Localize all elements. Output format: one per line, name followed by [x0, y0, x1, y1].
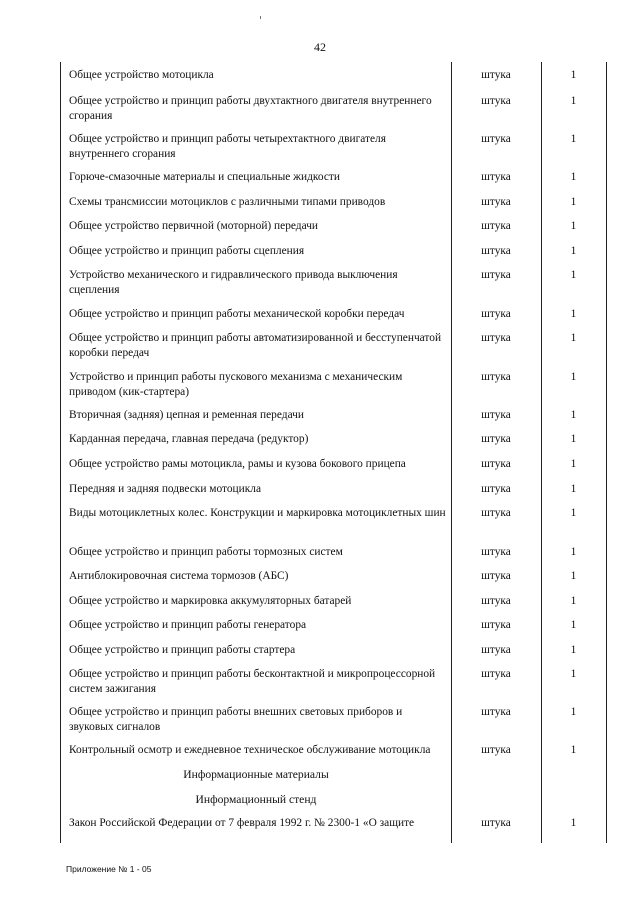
item-unit: штука — [481, 196, 511, 208]
item-name: Горюче-смазочные материалы и специальные жидкости — [69, 171, 340, 183]
equipment-table — [60, 62, 607, 843]
item-unit: штука — [481, 220, 511, 232]
item-name: Схемы трансмиссии мотоциклов с различными типами приводов — [69, 196, 386, 208]
item-unit: штука — [481, 95, 511, 107]
item-name: Передняя и задняя подвески мотоцикла — [69, 483, 261, 495]
item-name: Вторичная (задняя) цепная и ременная передачи — [69, 409, 304, 421]
item-qty: 1 — [570, 706, 577, 718]
item-unit: штука — [481, 706, 511, 718]
item-unit: штука — [481, 133, 511, 145]
item-name: Общее устройство мотоцикла — [69, 69, 214, 81]
item-unit: штука — [481, 546, 511, 558]
item-qty: 1 — [570, 332, 577, 344]
item-unit: штука — [481, 619, 511, 631]
item-name: Общее устройство и принцип работы бесконтактной и микропроцессорной систем зажигания — [69, 668, 436, 695]
item-qty: 1 — [570, 433, 577, 445]
footer-note: Приложение № 1 - 05 — [66, 864, 152, 874]
item-name: Общее устройство и принцип работы сцепления — [69, 245, 305, 257]
section-heading-stand: Информационный стенд — [195, 793, 317, 806]
item-qty: 1 — [570, 269, 577, 281]
item-qty: 1 — [570, 619, 577, 631]
scan-mark — [260, 16, 261, 19]
item-name: Общее устройство и принцип работы автоматизированной и бесступенчатой коробки передач — [69, 332, 442, 359]
item-qty: 1 — [570, 371, 577, 383]
item-unit: штука — [481, 458, 511, 470]
section-heading-materials: Информационные материалы — [183, 768, 329, 781]
item-unit: штука — [481, 507, 511, 519]
item-name: Общее устройство и принцип работы внешних световых приборов и звуковых сигналов — [69, 706, 403, 733]
item-name: Общее устройство и принцип работы стартера — [69, 644, 296, 656]
item-unit: штука — [481, 332, 511, 344]
item-name: Виды мотоциклетных колес. Конструкции и маркировка мотоциклетных шин — [69, 507, 446, 519]
item-qty: 1 — [570, 409, 577, 421]
item-name: Общее устройство и принцип работы четырехтактного двигателя внутреннего сгорания — [69, 133, 386, 160]
item-qty: 1 — [570, 570, 577, 582]
item-qty: 1 — [570, 245, 577, 257]
item-qty: 1 — [570, 196, 577, 208]
item-unit: штука — [481, 644, 511, 656]
item-qty: 1 — [570, 744, 577, 756]
item-unit: штука — [481, 69, 511, 81]
item-name: Устройство и принцип работы пускового механизма с механическим приводом (кик-стартера) — [69, 371, 403, 398]
item-unit: штука — [481, 308, 511, 320]
item-name: Общее устройство и принцип работы механической коробки передач — [69, 308, 405, 320]
item-qty: 1 — [570, 507, 577, 519]
item-name: Антиблокировочная система тормозов (АБС) — [69, 570, 289, 582]
item-name: Общее устройство и маркировка аккумуляторных батарей — [69, 595, 352, 607]
item-unit: штука — [481, 595, 511, 607]
page-number: 42 — [314, 40, 326, 54]
item-qty: 1 — [570, 817, 577, 829]
item-unit: штука — [481, 668, 511, 680]
item-name: Контрольный осмотр и ежедневное техническое обслуживание мотоцикла — [69, 744, 431, 756]
item-qty: 1 — [570, 69, 577, 81]
item-unit: штука — [481, 483, 511, 495]
item-qty: 1 — [570, 483, 577, 495]
item-unit: штука — [481, 171, 511, 183]
item-qty: 1 — [570, 171, 577, 183]
item-unit: штука — [481, 245, 511, 257]
item-name: Устройство механического и гидравлического привода выключения сцепления — [69, 269, 398, 296]
item-qty: 1 — [570, 546, 577, 558]
item-unit: штука — [481, 744, 511, 756]
item-name: Общее устройство и принцип работы тормозных систем — [69, 546, 343, 558]
item-unit: штука — [481, 409, 511, 421]
item-qty: 1 — [570, 133, 577, 145]
item-name: Общее устройство и принцип работы генератора — [69, 619, 307, 631]
item-qty: 1 — [570, 668, 577, 680]
item-unit: штука — [481, 269, 511, 281]
item-qty: 1 — [570, 220, 577, 232]
item-unit: штука — [481, 433, 511, 445]
item-name: Закон Российской Федерации от 7 февраля 1992 г. № 2300-1 «О защите — [69, 817, 415, 829]
item-qty: 1 — [570, 595, 577, 607]
item-unit: штука — [481, 371, 511, 383]
item-unit: штука — [481, 570, 511, 582]
item-name: Общее устройство и принцип работы двухтактного двигателя внутреннего сгорания — [69, 95, 432, 122]
item-name: Общее устройство первичной (моторной) передачи — [69, 220, 319, 232]
item-qty: 1 — [570, 95, 577, 107]
item-qty: 1 — [570, 644, 577, 656]
item-qty: 1 — [570, 308, 577, 320]
item-name: Общее устройство рамы мотоцикла, рамы и кузова бокового прицепа — [69, 458, 406, 470]
item-name: Карданная передача, главная передача (редуктор) — [69, 433, 309, 445]
item-qty: 1 — [570, 458, 577, 470]
item-unit: штука — [481, 817, 511, 829]
